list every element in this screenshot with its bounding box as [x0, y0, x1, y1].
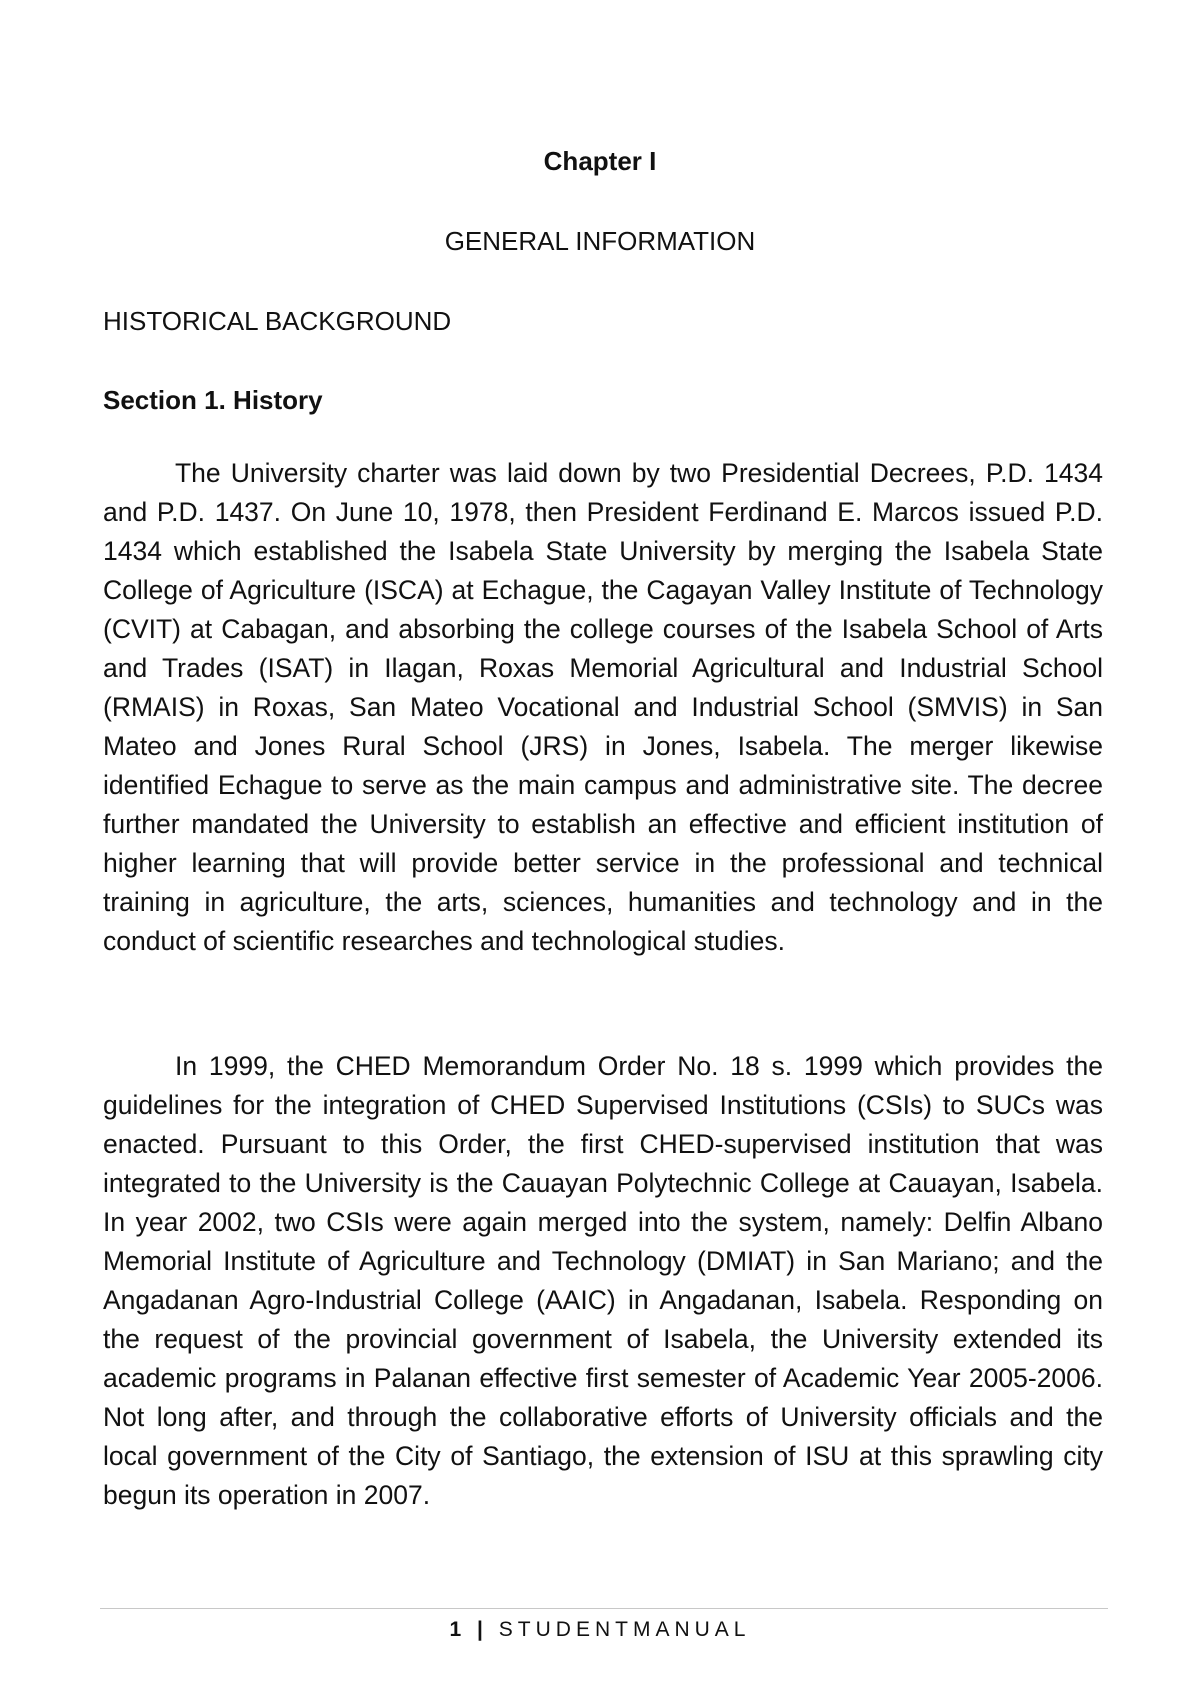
subsection-heading: Section 1. History: [103, 385, 323, 415]
body-paragraph: The University charter was laid down by two Presidential Decrees, P.D. 1434 and P.D. 1437. On June 10, 1978, then President Ferdinand E. Marcos issued P.D. 1434 which established the Isabela State University by merging the Isabela State College of Agriculture (ISCA) at Echague, the Cagayan Valley Institute of Technology (CVIT) at Cabagan, and absorbing the college courses of the Isabela School of Arts and Trades (ISAT) in Ilagan, Roxas Memorial Agricultural and Industrial School (RMAIS) in Roxas, San Mateo Vocational and Industrial School (SMVIS) in San Mateo and Jones Rural School (JRS) in Jones, Isabela. The merger likewise identified Echague to serve as the main campus and administrative site. The decree further mandated the University to establish an effective and efficient institution of higher learning that will provide better service in the professional and technical training in agriculture, the arts, sciences, humanities and technology and in the conduct of scientific researches and technological studies.: [103, 458, 1103, 956]
footer-divider: [100, 1608, 1108, 1609]
body-paragraph: In 1999, the CHED Memorandum Order No. 18 s. 1999 which provides the guidelines for the integration of CHED Supervised Institutions (CSIs) to SUCs was enacted. Pursuant to this Order, the first CHED-supervised institution that was integrated to the University is the Cauayan Polytechnic College at Cauayan, Isabela. In year 2002, two CSIs were again merged into the system, namely: Delfin Albano Memorial Institute of Agriculture and Technology (DMIAT) in San Mariano; and the Angadanan Agro-Industrial College (AAIC) in Angadanan, Isabela. Responding on the request of the provincial government of Isabela, the University extended its academic programs in Palanan effective first semester of Academic Year 2005-2006. Not long after, and through the collaborative efforts of University officials and the local government of the City of Santiago, the extension of ISU at this sprawling city begun its operation in 2007.: [103, 1051, 1103, 1510]
section-heading: HISTORICAL BACKGROUND: [103, 306, 452, 336]
chapter-subtitle: GENERAL INFORMATION: [444, 226, 756, 256]
footer-title: STUDENTMANUAL: [498, 1618, 751, 1641]
chapter-title: Chapter I: [543, 146, 657, 176]
page-number: 1: [449, 1618, 467, 1641]
page-footer: [0, 1618, 1200, 1642]
footer-separator: |: [477, 1618, 488, 1641]
